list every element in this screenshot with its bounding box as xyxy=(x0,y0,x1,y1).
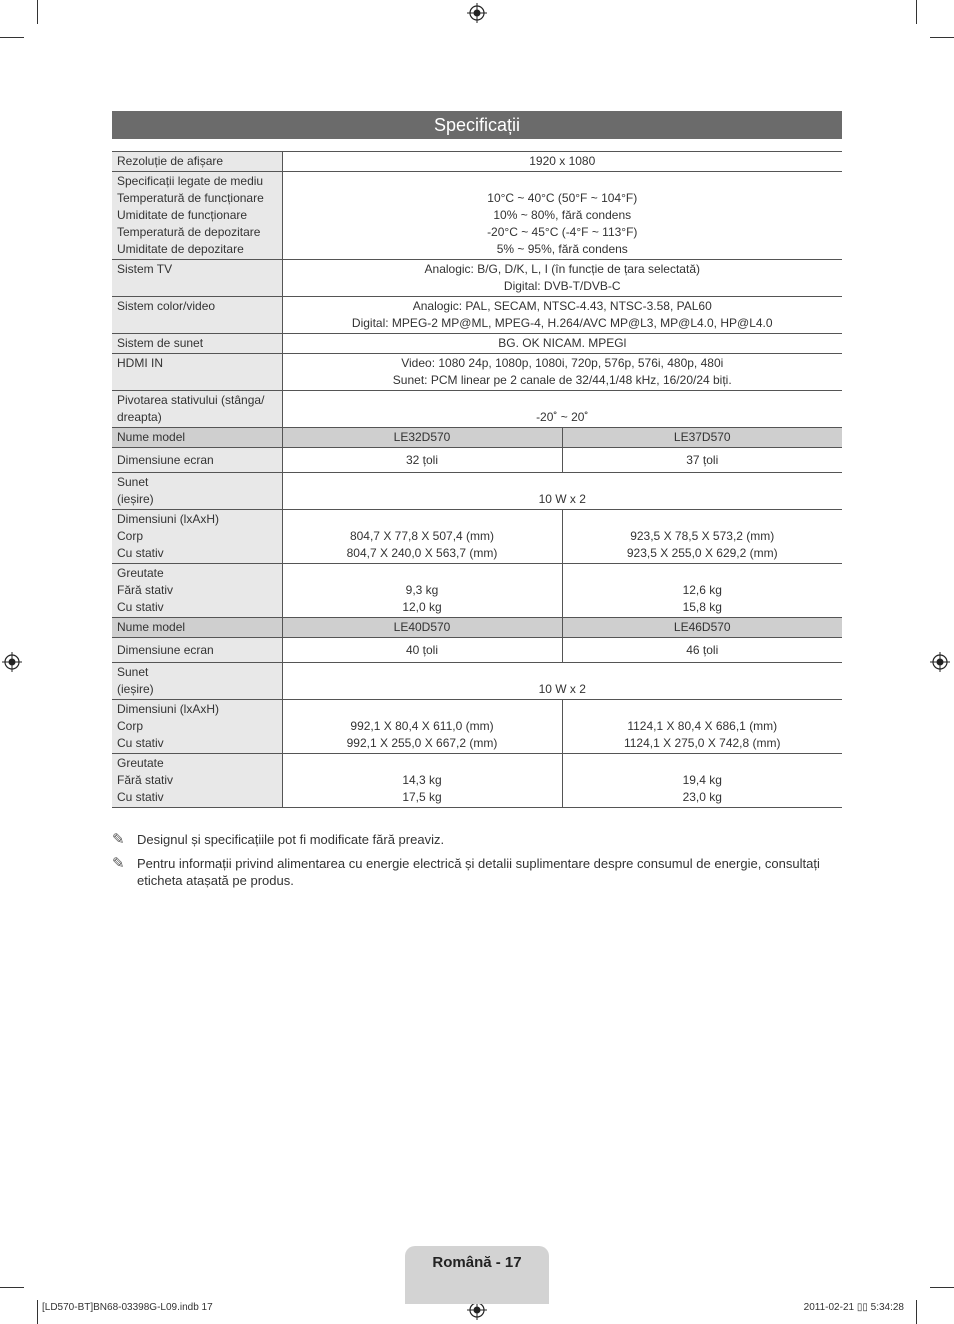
model-name-row xyxy=(112,428,842,448)
row-label: Dimensiuni (lxAxH) Corp Cu stativ xyxy=(112,510,282,564)
row-label: Sistem TV xyxy=(112,260,282,297)
table-row xyxy=(112,754,842,808)
row-label: Sistem de sunet xyxy=(112,334,282,354)
row-value: 10°C ~ 40°C (50°F ~ 104°F) 10% ~ 80%, fără condens -20°C ~ 45°C (-4°F ~ 113°F) 5% ~ 95%, fără condens xyxy=(282,172,842,260)
sound-value: 10 W x 2 xyxy=(282,473,842,510)
table-row xyxy=(112,663,842,700)
crop-mark xyxy=(916,0,917,24)
screen-size: 46 țoli xyxy=(562,638,842,663)
row-label: Pivotarea stativului (stânga/ dreapta) xyxy=(112,391,282,428)
weight-value: 14,3 kg 17,5 kg xyxy=(282,754,562,808)
table-row xyxy=(112,448,842,473)
sound-value: 10 W x 2 xyxy=(282,663,842,700)
note-text: Pentru informații privind alimentarea cu energie electrică și detalii suplimentare despre consumul de energie, consultați eticheta atașată pe produs. xyxy=(137,856,820,888)
row-label: Specificații legate de mediu Temperatură de funcționare Umiditate de funcționare Temperatură de depozitare Umiditate de depozitare xyxy=(112,172,282,260)
row-label: HDMI IN xyxy=(112,354,282,391)
notes xyxy=(112,831,842,896)
table-row xyxy=(112,700,842,754)
screen-size: 40 țoli xyxy=(282,638,562,663)
crop-mark xyxy=(0,1287,24,1288)
row-label: Greutate Fără stativ Cu stativ xyxy=(112,754,282,808)
page-title: Specificații xyxy=(112,111,842,139)
weight-value: 12,6 kg 15,8 kg xyxy=(562,564,842,618)
table-row xyxy=(112,354,842,391)
note-item xyxy=(112,855,842,889)
row-value: BG. OK NICAM. MPEGl xyxy=(282,334,842,354)
table-row xyxy=(112,152,842,172)
crop-mark xyxy=(37,1300,38,1324)
model-name-row xyxy=(112,618,842,638)
table-row xyxy=(112,297,842,334)
table-row xyxy=(112,473,842,510)
row-label: Dimensiuni (lxAxH) Corp Cu stativ xyxy=(112,700,282,754)
table-row xyxy=(112,334,842,354)
row-value: 1920 x 1080 xyxy=(282,152,842,172)
row-value: Analogic: PAL, SECAM, NTSC-4.43, NTSC-3.58, PAL60 Digital: MPEG-2 MP@ML, MPEG-4, H.264/AVC MP@L3, MP@L4.0, HP@L4.0 xyxy=(282,297,842,334)
screen-size: 37 țoli xyxy=(562,448,842,473)
row-label: Rezoluție de afișare xyxy=(112,152,282,172)
crop-mark xyxy=(37,0,38,24)
row-value: Analogic: B/G, D/K, L, I (în funcție de țara selectată) Digital: DVB-T/DVB-C xyxy=(282,260,842,297)
table-row xyxy=(112,564,842,618)
table-row xyxy=(112,260,842,297)
row-label: Nume model xyxy=(112,428,282,448)
weight-value: 9,3 kg 12,0 kg xyxy=(282,564,562,618)
pencil-note-icon: ✎ xyxy=(112,855,125,872)
row-value: Video: 1080 24p, 1080p, 1080i, 720p, 576p, 576i, 480p, 480i Sunet: PCM linear pe 2 canale de 32/44,1/48 kHz, 16/20/24 biți. xyxy=(282,354,842,391)
pencil-note-icon: ✎ xyxy=(112,831,125,848)
registration-mark-icon xyxy=(2,652,22,672)
model-name: LE37D570 xyxy=(562,428,842,448)
crop-mark xyxy=(916,1300,917,1324)
print-slug-right: 2011-02-21 ▯▯ 5:34:28 xyxy=(803,1302,904,1313)
crop-mark xyxy=(930,1287,954,1288)
dimensions-value: 992,1 X 80,4 X 611,0 (mm) 992,1 X 255,0 X 667,2 (mm) xyxy=(282,700,562,754)
print-slug-left: [LD570-BT]BN68-03398G-L09.indb 17 xyxy=(42,1302,213,1313)
model-name: LE32D570 xyxy=(282,428,562,448)
table-row xyxy=(112,172,842,260)
row-label: Dimensiune ecran xyxy=(112,638,282,663)
dimensions-value: 804,7 X 77,8 X 507,4 (mm) 804,7 X 240,0 X 563,7 (mm) xyxy=(282,510,562,564)
screen-size: 32 țoli xyxy=(282,448,562,473)
table-row xyxy=(112,510,842,564)
row-label: Greutate Fără stativ Cu stativ xyxy=(112,564,282,618)
weight-value: 19,4 kg 23,0 kg xyxy=(562,754,842,808)
model-name: LE46D570 xyxy=(562,618,842,638)
model-name: LE40D570 xyxy=(282,618,562,638)
row-label: Sunet (ieșire) xyxy=(112,663,282,700)
dimensions-value: 1124,1 X 80,4 X 686,1 (mm) 1124,1 X 275,0 X 742,8 (mm) xyxy=(562,700,842,754)
note-text: Designul și specificațiile pot fi modificate fără preaviz. xyxy=(137,832,445,847)
row-value: -20˚ ~ 20˚ xyxy=(282,391,842,428)
row-label: Dimensiune ecran xyxy=(112,448,282,473)
spec-table xyxy=(112,151,842,808)
row-label: Sunet (ieșire) xyxy=(112,473,282,510)
row-label: Sistem color/video xyxy=(112,297,282,334)
row-label: Nume model xyxy=(112,618,282,638)
table-row xyxy=(112,391,842,428)
dimensions-value: 923,5 X 78,5 X 573,2 (mm) 923,5 X 255,0 X 629,2 (mm) xyxy=(562,510,842,564)
note-item xyxy=(112,831,842,848)
crop-mark xyxy=(0,37,24,38)
crop-mark xyxy=(930,37,954,38)
registration-mark-icon xyxy=(930,652,950,672)
page-number-tab: Română - 17 xyxy=(405,1246,549,1304)
registration-mark-icon xyxy=(467,3,487,23)
table-row xyxy=(112,638,842,663)
